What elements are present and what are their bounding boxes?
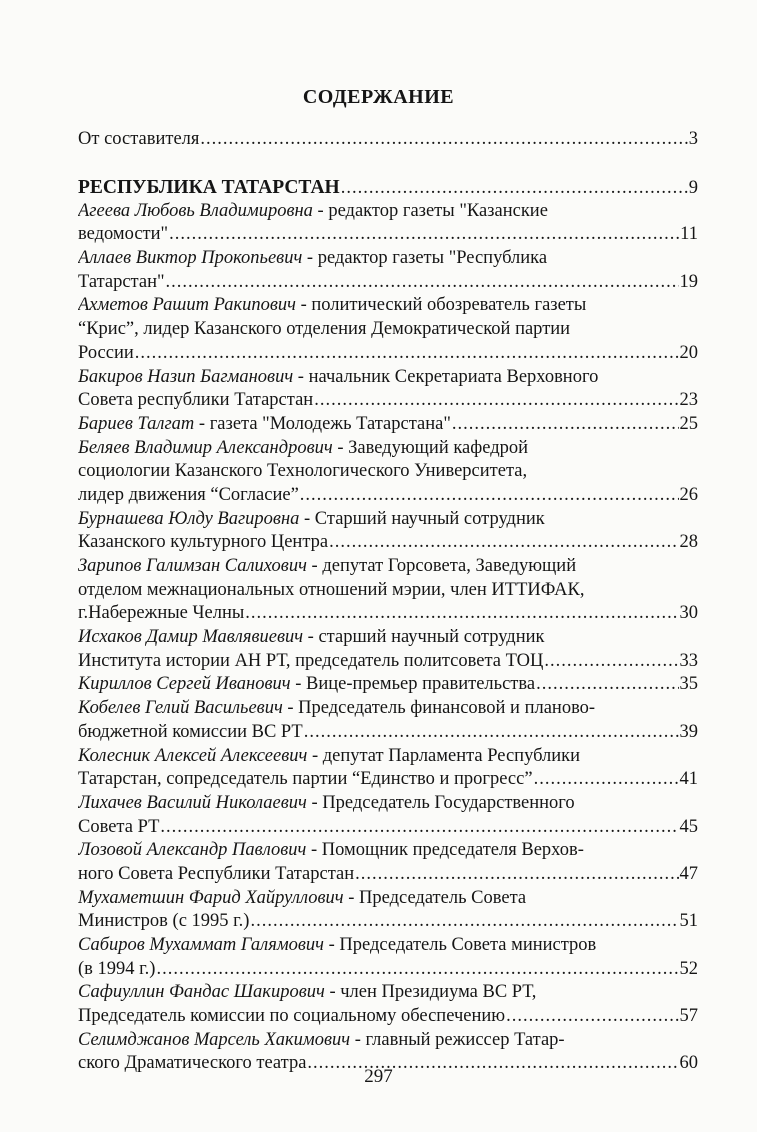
toc-entry (78, 200, 698, 247)
leader-dots (452, 413, 679, 437)
toc-entry-text (78, 366, 598, 390)
toc-entry-line (78, 958, 698, 982)
toc-entry-text (78, 437, 528, 461)
person-name: Бариев Талгат (78, 413, 195, 434)
toc-entry-text: Председатель комиссии по социальному обеспечению (78, 1006, 506, 1027)
toc-entry-text: лидер движения “Согласие” (78, 484, 299, 505)
toc-entry-line (78, 981, 698, 1005)
toc-entry (78, 508, 698, 555)
toc-page-number: 20 (679, 342, 698, 363)
toc-entry-text: г.Набережные Челны (78, 603, 245, 624)
toc-entry-line (78, 626, 698, 650)
toc-entry (78, 294, 698, 365)
toc-entry-line (78, 768, 698, 792)
toc-page-number: 60 (679, 1053, 698, 1074)
leader-dots (156, 958, 678, 982)
toc-entry (78, 437, 698, 508)
toc-entry (78, 745, 698, 792)
toc-entry (78, 366, 698, 413)
toc-entry-text: ного Совета Республики Татарстан (78, 863, 355, 884)
toc-entry-line (78, 223, 698, 247)
toc-entry-text (78, 1029, 565, 1053)
person-name: Кириллов Сергей Иванович (78, 674, 291, 695)
person-description: - Вице-премьер правительства (290, 674, 536, 695)
toc-entry (78, 413, 698, 437)
leader-dots (536, 673, 678, 697)
toc-page-number: 39 (679, 721, 698, 742)
toc-entry-text: России (78, 342, 134, 363)
person-name: Сабиров Мухаммат Галямович (78, 935, 325, 955)
toc-entry (78, 839, 698, 886)
person-description: - начальник Секретариата Верховного (293, 366, 599, 387)
toc-entry-line (78, 721, 698, 745)
toc-entry-line (78, 816, 698, 840)
person-description: - газета "Молодежь Татарстана" (194, 413, 451, 434)
leader-dots (300, 484, 679, 508)
person-name: Лозовой Александр Павлович (78, 840, 307, 861)
leader-dots (169, 223, 679, 247)
toc-entry-line (78, 366, 698, 390)
toc-entry-text (78, 508, 545, 532)
toc-entry-text: Министров (с 1995 г.) (78, 911, 250, 932)
toc-entry-title: От составителя (78, 129, 200, 149)
toc-entry-text (78, 626, 545, 650)
toc-entry-text (78, 887, 526, 911)
person-description: - Старший научный сотрудник (299, 508, 545, 529)
toc-entry (78, 626, 698, 673)
toc-entry-text: ского Драматического театра (78, 1053, 307, 1074)
person-description: - Заведующий кафедрой (332, 437, 529, 458)
toc-page-number: 23 (679, 390, 698, 411)
toc-entry-line (78, 863, 698, 887)
toc-entry-text: социологии Казанского Технологического Университета, (78, 461, 528, 482)
toc-entry-text (78, 247, 547, 271)
person-name: Беляев Владимир Александрович (78, 437, 333, 458)
toc-entry-line (78, 1005, 698, 1029)
person-description: - Председатель Государственного (306, 792, 575, 813)
person-description: - Председатель финансовой и планово- (282, 698, 596, 719)
leader-dots (160, 816, 678, 840)
toc-entry-text: Совета республики Татарстан (78, 390, 314, 411)
person-name: Сафиуллин Фандас Шакирович (78, 982, 325, 1003)
page-number: 297 (364, 1066, 393, 1087)
toc-entry-line (78, 887, 698, 911)
toc-section-header (78, 176, 698, 200)
toc-entry-line (78, 579, 698, 603)
toc-entry-text (78, 745, 580, 769)
toc-entry-text: Татарстан, сопредседатель партии “Единство и прогресс” (78, 769, 533, 790)
leader-dots (341, 177, 688, 200)
toc-entry-line (78, 792, 698, 816)
person-description: - депутат Горсовета, Заведующий (306, 556, 577, 576)
toc-entry-line (78, 294, 698, 318)
person-name: Кобелев Гелий Васильевич (78, 698, 283, 719)
person-description: - член Президиума ВС РТ, (324, 982, 537, 1003)
toc-page-number: 33 (679, 650, 698, 671)
toc-entry-line (78, 910, 698, 934)
toc-entry-line (78, 934, 698, 958)
toc-entry-line (78, 508, 698, 532)
leader-dots (200, 128, 687, 152)
person-name: Лихачев Василий Николаевич (78, 792, 307, 813)
person-description: - Председатель Совета министров (324, 935, 597, 955)
leader-dots (304, 721, 679, 745)
toc-entry-text: ведомости" (78, 224, 169, 245)
toc-entry-text: Казанского культурного Центра (78, 532, 329, 553)
leader-dots (534, 768, 679, 792)
toc-entry-text: Совета РТ (78, 816, 160, 837)
leader-dots (245, 602, 678, 626)
leader-dots (355, 863, 678, 887)
person-name: Бурнашева Юлду Вагировна (78, 508, 300, 529)
toc-entry-text (78, 200, 548, 224)
toc-preface (78, 128, 698, 152)
leader-dots (544, 650, 678, 674)
person-name: Исхаков Дамир Мавлявиевич (78, 627, 304, 648)
person-description: - редактор газеты "Республика (302, 248, 548, 269)
toc-entry-text: “Крис”, лидер Казанского отделения Демократической партии (78, 319, 571, 340)
toc-page-number: 3 (688, 129, 698, 149)
toc-page-number: 45 (679, 816, 698, 837)
toc-entry-text (78, 792, 575, 816)
section-title: РЕСПУБЛИКА ТАТАРСТАН (78, 177, 340, 198)
leader-dots (314, 389, 678, 413)
toc-entry (78, 555, 698, 626)
person-name: Ахметов Рашит Ракипович (78, 295, 296, 316)
toc-entry-text: бюджетной комиссии ВС РТ (78, 721, 303, 742)
toc-entry (78, 697, 698, 744)
toc-entry-line (78, 460, 698, 484)
toc-entry (78, 887, 698, 934)
toc-page-number: 41 (679, 769, 698, 790)
toc-entry-line (78, 247, 698, 271)
toc-entry-text (78, 981, 536, 1005)
toc-page-number: 9 (688, 178, 698, 198)
toc-page-number: 25 (679, 413, 698, 434)
leader-dots (250, 910, 678, 934)
toc-entry-line (78, 531, 698, 555)
toc-entry-text: Татарстан" (78, 271, 165, 292)
person-name: Бакиров Назип Багманович (78, 366, 294, 387)
toc-entry-line (78, 484, 698, 508)
toc-entry-text: Института истории АН РТ, председатель политсовета ТОЦ (78, 650, 544, 671)
toc-entry (78, 981, 698, 1028)
person-name: Агеева Любовь Владимировна (78, 200, 313, 221)
toc-entry-text (78, 697, 595, 721)
toc-entry (78, 792, 698, 839)
person-name: Селимджанов Марсель Хакимович (78, 1029, 351, 1050)
toc-entry (78, 247, 698, 294)
leader-dots (329, 531, 678, 555)
toc-entry-text (78, 294, 586, 318)
toc-entry-line (78, 839, 698, 863)
leader-dots (506, 1005, 678, 1029)
toc-entry-text (78, 673, 535, 697)
person-name: Колесник Алексей Алексеевич (78, 745, 308, 766)
toc-entry (78, 934, 698, 981)
person-name: Мухаметшин Фарид Хайруллович (78, 887, 344, 908)
page-title: СОДЕРЖАНИЕ (302, 86, 455, 108)
toc-entry-text (78, 839, 584, 863)
person-description: - старший научный сотрудник (303, 627, 545, 648)
toc-page-number: 28 (679, 532, 698, 553)
toc-page-number: 57 (679, 1006, 698, 1027)
toc-entry-line (78, 673, 698, 697)
person-description: - Председатель Совета (343, 887, 527, 908)
toc-page-number: 51 (679, 911, 698, 932)
toc-entry-line (78, 602, 698, 626)
toc-entry-text (78, 934, 596, 958)
toc-page-number: 35 (679, 674, 698, 695)
toc-entry-line (78, 650, 698, 674)
toc-entry-line (78, 342, 698, 366)
toc-page-number: 11 (680, 224, 698, 245)
toc-list (78, 176, 698, 1076)
person-description: - редактор газеты "Казанские (312, 200, 548, 221)
toc-entry-line (78, 200, 698, 224)
person-description: - политический обозреватель газеты (295, 295, 587, 316)
toc-entry-line (78, 697, 698, 721)
toc-entry (78, 128, 698, 152)
toc-entry-text: (в 1994 г.) (78, 958, 156, 979)
toc-page-number: 47 (679, 863, 698, 884)
person-description: - Помощник председателя Верхов- (306, 840, 584, 861)
leader-dots (166, 271, 679, 295)
toc-entry-line (78, 1029, 698, 1053)
person-description: - депутат Парламента Республики (307, 745, 581, 766)
toc-entry-line (78, 271, 698, 295)
toc-entry-line (78, 745, 698, 769)
leader-dots (135, 342, 679, 366)
toc-entry-line (78, 413, 698, 437)
toc-page-number: 52 (679, 958, 698, 979)
person-name: Зарипов Галимзан Салихович (78, 556, 307, 576)
toc-page-number: 30 (679, 603, 698, 624)
person-description: - главный режиссер Татар- (350, 1029, 565, 1050)
toc-page-number: 19 (679, 271, 698, 292)
toc-entry-text: отделом межнациональных отношений мэрии, член ИТТИФАК, (78, 579, 585, 600)
toc-entry (78, 673, 698, 697)
toc-entry-line (78, 318, 698, 342)
toc-entry-text (78, 413, 451, 437)
toc-page-number: 26 (679, 484, 698, 505)
toc-entry-line (78, 437, 698, 461)
toc-entry-line (78, 389, 698, 413)
toc-entry-text (78, 555, 576, 579)
toc-entry-line (78, 555, 698, 579)
person-name: Аллаев Виктор Прокопьевич (78, 248, 303, 269)
